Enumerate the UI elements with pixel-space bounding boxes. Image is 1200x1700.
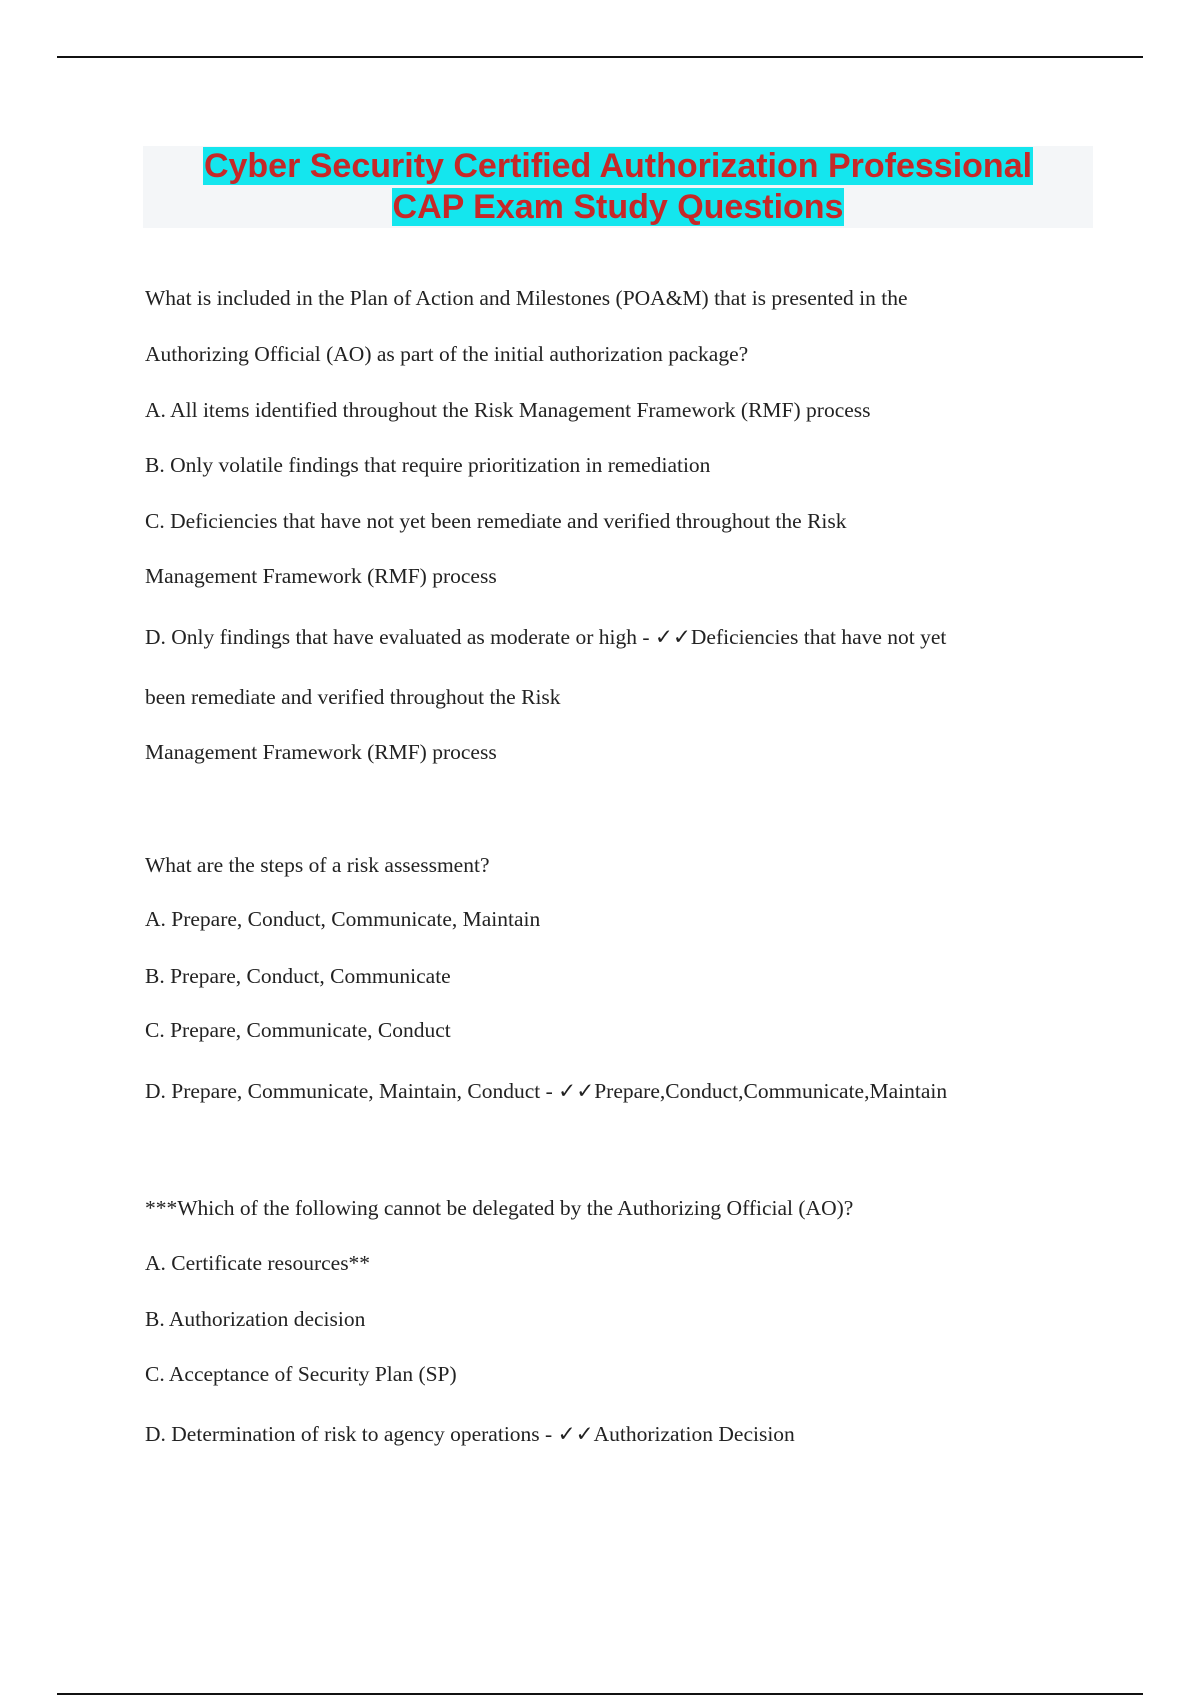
question-2-option-b: B. Prepare, Conduct, Communicate bbox=[145, 964, 451, 988]
question-2-option-d: D. Prepare, Communicate, Maintain, Conduct - ✓✓Prepare,Conduct,Communicate,Maintain bbox=[145, 1079, 948, 1103]
question-3-option-d: D. Determination of risk to agency operations - ✓✓Authorization Decision bbox=[145, 1422, 795, 1446]
title-line-1: Cyber Security Certified Authorization Professional bbox=[203, 147, 1033, 185]
question-1-text-line-1: What is included in the Plan of Action and Milestones (POA&M) that is presented in the bbox=[145, 286, 908, 310]
question-1-option-a: A. All items identified throughout the Risk Management Framework (RMF) process bbox=[145, 398, 871, 422]
question-3-text: ***Which of the following cannot be delegated by the Authorizing Official (AO)? bbox=[145, 1196, 854, 1220]
question-3-option-c: C. Acceptance of Security Plan (SP) bbox=[145, 1362, 457, 1386]
question-1-option-c-line-1: C. Deficiencies that have not yet been remediate and verified throughout the Risk bbox=[145, 509, 847, 533]
title-line-2: CAP Exam Study Questions bbox=[392, 188, 844, 226]
top-rule bbox=[57, 56, 1143, 58]
question-2-option-c: C. Prepare, Communicate, Conduct bbox=[145, 1018, 451, 1042]
question-1-option-b: B. Only volatile findings that require prioritization in remediation bbox=[145, 453, 711, 477]
question-1-option-d-line-1: D. Only findings that have evaluated as moderate or high - ✓✓Deficiencies that have not yet bbox=[145, 625, 947, 649]
question-1-option-d-line-2: been remediate and verified throughout the Risk bbox=[145, 685, 561, 709]
question-1-text-line-2: Authorizing Official (AO) as part of the initial authorization package? bbox=[145, 342, 749, 366]
question-2-option-a: A. Prepare, Conduct, Communicate, Maintain bbox=[145, 907, 541, 931]
question-1-option-c-line-2: Management Framework (RMF) process bbox=[145, 564, 497, 588]
document-title bbox=[143, 146, 1093, 228]
question-1-option-d-line-3: Management Framework (RMF) process bbox=[145, 740, 497, 764]
question-3-option-b: B. Authorization decision bbox=[145, 1307, 366, 1331]
bottom-rule bbox=[57, 1693, 1143, 1695]
question-2-text: What are the steps of a risk assessment? bbox=[145, 853, 490, 877]
question-3-option-a: A. Certificate resources** bbox=[145, 1251, 371, 1275]
